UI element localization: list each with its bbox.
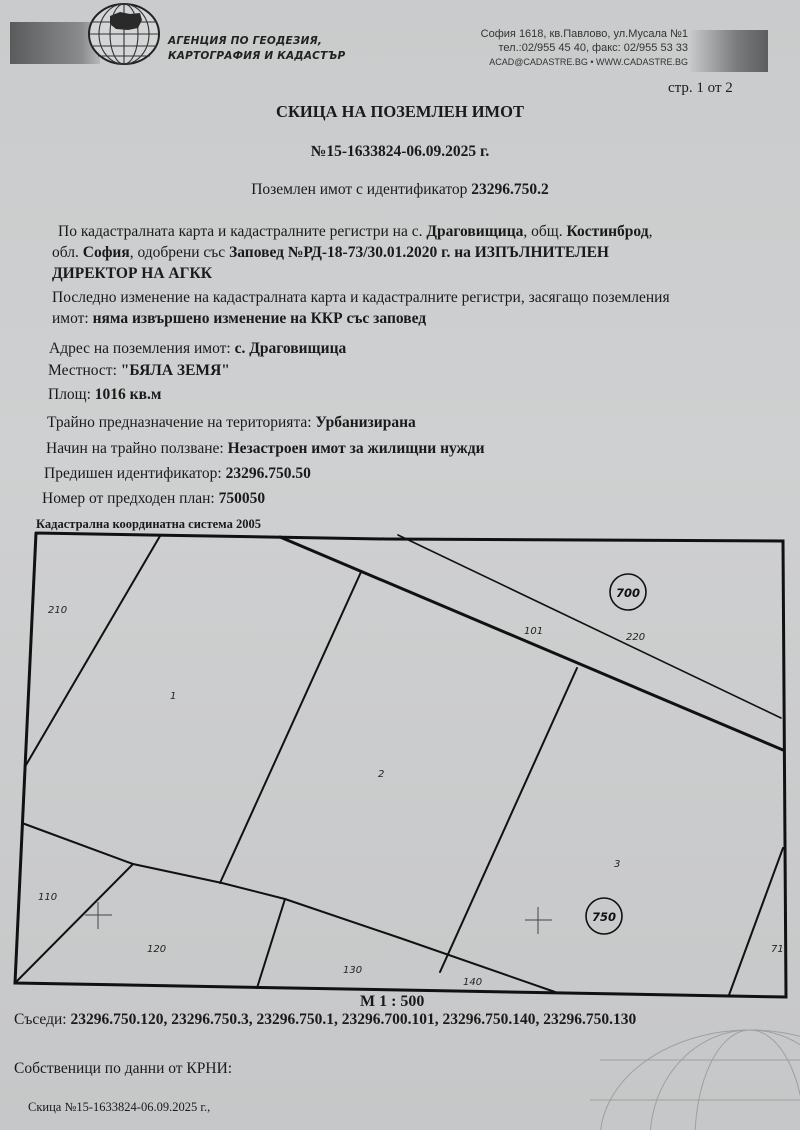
neighbors-label: Съседи: xyxy=(14,1011,71,1028)
field-label: Трайно предназначение на територията: xyxy=(47,414,316,431)
field-value: 23296.750.50 xyxy=(225,465,311,482)
page-number: стр. 1 от 2 xyxy=(668,80,733,96)
field-label: Номер от предходен план: xyxy=(42,490,219,507)
parcel-label: 71 xyxy=(771,944,784,955)
field-value: "БЯЛА ЗЕМЯ" xyxy=(120,362,230,379)
last-change-value: няма извършено изменение на ККР със заповед xyxy=(92,310,427,327)
parcel-label: 130 xyxy=(343,965,363,976)
parcel-label: 210 xyxy=(48,605,68,616)
region-name: София xyxy=(82,244,130,261)
field-label: Начин на трайно ползване: xyxy=(46,440,228,457)
neighbors-line xyxy=(14,1011,636,1029)
footer-sketch-number: Скица №15-1633824-06.09.2025 г., xyxy=(28,1100,211,1114)
agency-address: София 1618, кв.Павлово, ул.Мусала №1 xyxy=(480,28,688,40)
intro-text: обл. xyxy=(52,244,83,261)
parcel-label: 140 xyxy=(463,977,483,988)
owners-label: Собственици по данни от КРНИ: xyxy=(14,1060,233,1077)
last-change-label-cont: имот: xyxy=(52,310,93,327)
field-value: 1016 кв.м xyxy=(94,386,162,403)
neighbors-value: 23296.750.120, 23296.750.3, 23296.750.1, 23296.700.101, 23296.750.140, 23296.750.130 xyxy=(70,1011,637,1028)
zone-label-700: 700 xyxy=(615,586,641,600)
parcel-label: 110 xyxy=(38,892,58,903)
intro-text: По кадастралната карта и кадастралните регистри на с. xyxy=(58,223,427,240)
field-label: Площ: xyxy=(48,386,95,403)
parcel-label: 2 xyxy=(378,769,385,780)
agency-name-line1: АГЕНЦИЯ ПО ГЕОДЕЗИЯ, xyxy=(168,35,323,47)
parcel-label: 220 xyxy=(626,632,646,643)
intro-text: , общ. xyxy=(523,223,567,240)
parcel-label: 3 xyxy=(614,859,621,870)
parcel-label: 1 xyxy=(170,691,177,702)
parcel-label: 120 xyxy=(147,944,167,955)
agency-name-line2: КАРТОГРАФИЯ И КАДАСТЪР xyxy=(168,50,346,62)
field-value: Урбанизирана xyxy=(315,414,416,431)
map-scale: М 1 : 500 xyxy=(360,993,425,1010)
agency-phone-fax: тел.:02/955 45 40, факс: 02/955 53 33 xyxy=(498,42,688,54)
intro-text: , одобрени със xyxy=(129,244,230,261)
document-number: №15-1633824-06.09.2025 г. xyxy=(310,143,490,160)
field-label: Адрес на поземления имот: xyxy=(49,340,235,357)
parcel-identifier-label: Поземлен имот с идентификатор xyxy=(251,181,472,198)
field-label: Предишен идентификатор: xyxy=(44,465,226,482)
parcel-label: 101 xyxy=(524,626,544,637)
watermark-globe-icon xyxy=(560,1020,800,1130)
document-title: СКИЦА НА ПОЗЕМЛЕН ИМОТ xyxy=(276,102,524,121)
coordinate-system-label: Кадастрална координатна система 2005 xyxy=(36,517,261,531)
zone-label-750: 750 xyxy=(591,910,617,924)
intro-text: , xyxy=(648,223,653,240)
field-value: 750050 xyxy=(218,490,266,507)
field-label: Местност: xyxy=(48,362,121,379)
parcel-identifier-value: 23296.750.2 xyxy=(471,181,549,198)
field-value: Незастроен имот за жилищни нужди xyxy=(227,440,485,457)
municipality-name: Костинброд xyxy=(566,223,649,240)
last-change-label: Последно изменение на кадастралната карта и кадастралните регистри, засягащо поземления xyxy=(52,289,670,306)
approval-order: Заповед №РД-18-73/30.01.2020 г. на ИЗПЪЛНИТЕЛЕН xyxy=(229,244,609,261)
village-name: Драговищица xyxy=(426,223,524,240)
agency-email-web: ACAD@CADASTRE.BG • WWW.CADASTRE.BG xyxy=(489,57,688,67)
approval-authority: ДИРЕКТОР НА АГКК xyxy=(52,265,212,282)
field-value: с. Драговищица xyxy=(234,340,347,357)
